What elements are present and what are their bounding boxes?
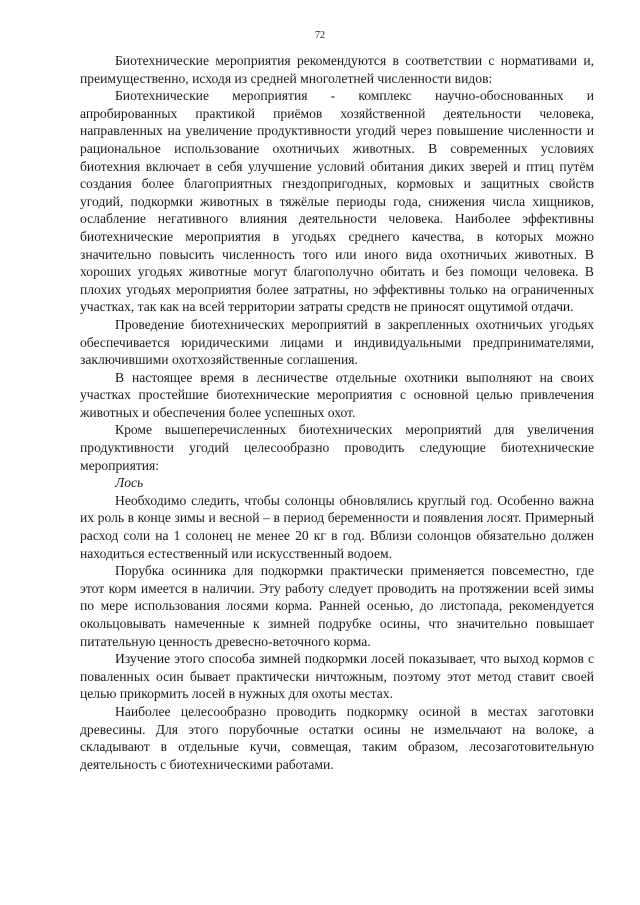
section-heading-moose: Лось	[115, 475, 144, 491]
page-number: 72	[315, 30, 325, 41]
paragraph-feeding-study: Изучение этого способа зимней подкормки лосей показывает, что выход кормов с поваленных осин бывает практически ничтожным, поэтому этот метод ставит своей целью прикормить лосей в нужных для охоты местах.	[80, 651, 594, 702]
paragraph-aspen-cutting: Порубка осинника для подкормки практически применяется повсеместно, где этот корм имеется в наличии. Эту работу следует проводить на протяжении всей зимы по мере использования лосями корма. Ранней осенью, до листопада, рекомендуется окольцовывать намеченные к зимней подрубке осины, что значительно повышает питательную ценность древесно-веточного корма.	[80, 563, 594, 649]
paragraph-responsibility: Проведение биотехнических мероприятий в закрепленных охотничьих угодьях обеспечивается юридическими лицами и индивидуальными предпринимателями, заключившими охотхозяйственные соглашения.	[80, 316, 594, 368]
paragraph-definition: Биотехнические мероприятия - комплекс научно-обоснованных и апробированных практикой приёмов хозяйственной деятельности человека, направленных на увеличение продуктивности угодий через повышение численности и рациональное использование охотничьих животных. В современных условиях биотехния включает в себя улучшение условий обитания диких зверей и птиц путём создания более благоприятных гнездопригодных, кормовых и защитных свойств угодий, подкормки животных в тяжёлые периоды года, снижения числа хищников, ослабление негативного влияния деятельности человека. Наиболее эффективны биотехнические мероприятия в угодьях среднего качества, в которых можно значительно повысить численность того или иного вида охотничьих животных. В хороших угодьях животные могут благополучно обитать и без помощи человека. В плохих угодьях мероприятия более затратны, но эффективны только на ограниченных участках, так как на всей территории затраты средств не приносят ощутимой отдачи.	[80, 88, 594, 315]
paragraph-logging-sites: Наиболее целесообразно проводить подкормку осиной в местах заготовки древесины. Для этого порубочные остатки осины не измельчают на волоке, а складывают в отдельные кучи, совмещая, таким образом, лесозаготовительную деятельность с биотехническими работами.	[80, 703, 594, 772]
document-body	[80, 52, 594, 773]
paragraph-salt-licks: Необходимо следить, чтобы солонцы обновлялись круглый год. Особенно важна их роль в конце зимы и весной – в период беременности и появления лосят. Примерный расход соли на 1 солонец не менее 20 кг в год. Вблизи солонцов обязательно должен находиться естественный или искусственный водоем.	[80, 492, 594, 561]
paragraph-intro: Биотехнические мероприятия рекомендуются в соответствии с нормативами и, преимущественно, исходя из средней многолетней численности видов:	[80, 53, 594, 86]
paragraph-recommendations: Кроме вышеперечисленных биотехнических мероприятий для увеличения продуктивности угодий целесообразно проводить следующие биотехнические мероприятия:	[80, 422, 594, 473]
paragraph-current-state: В настоящее время в лесничестве отдельные охотники выполняют на своих участках простейшие биотехнические мероприятия с основной целью привлечения животных и обеспечения более успешных охот.	[80, 369, 594, 420]
